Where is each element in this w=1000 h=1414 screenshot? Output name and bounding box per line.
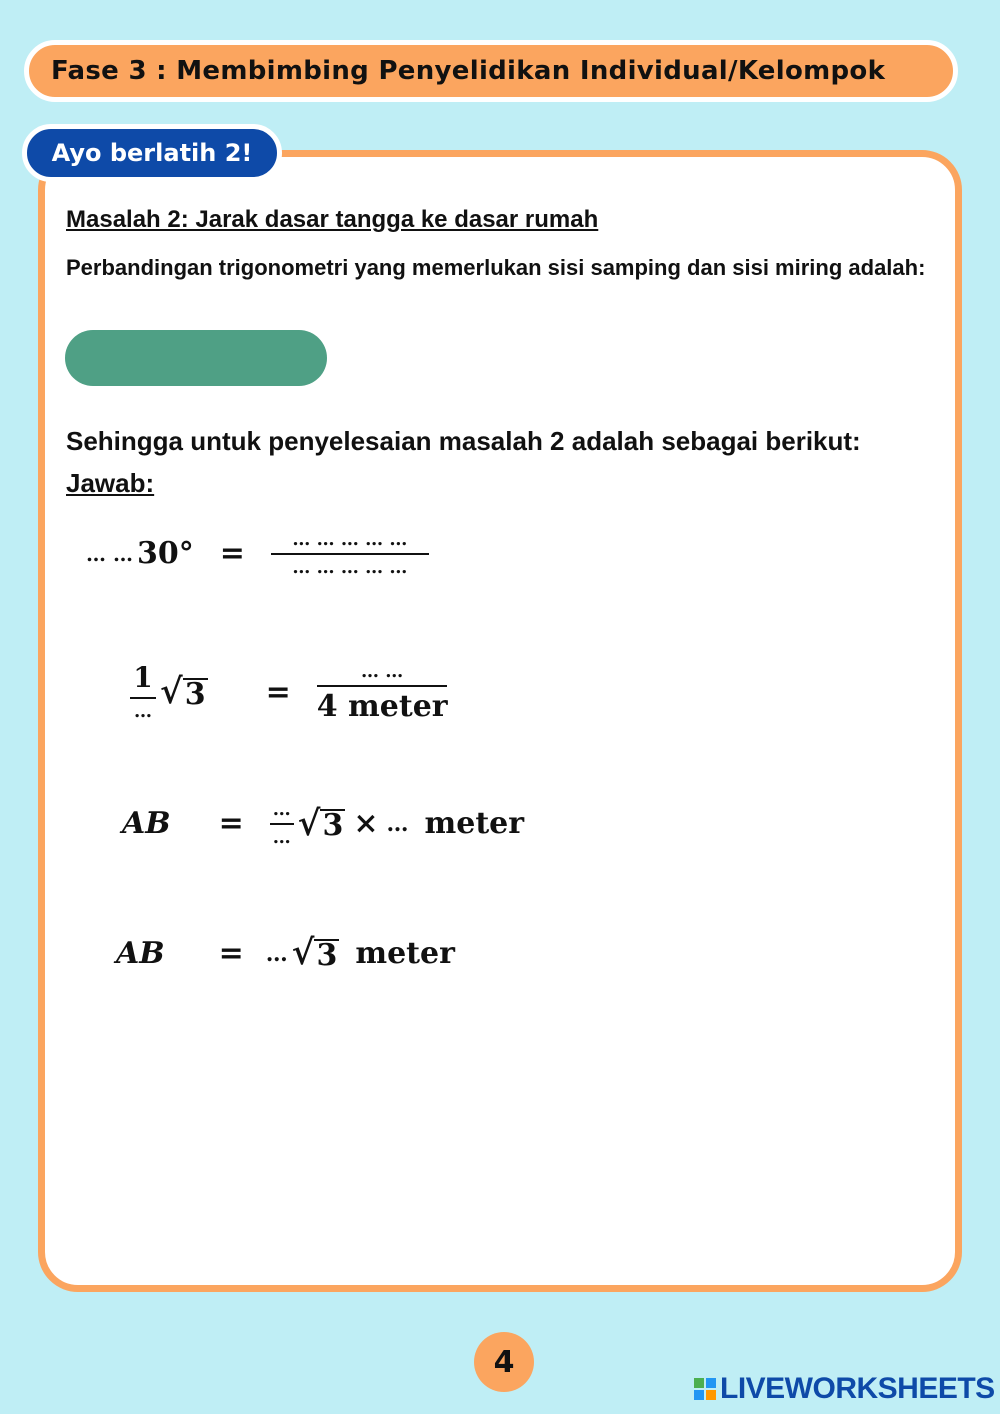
- exercise-tag: [22, 124, 282, 182]
- page-number-label: 4: [493, 1344, 515, 1380]
- eq2-sqrt: √ 3: [160, 672, 206, 713]
- phase-banner: [24, 40, 958, 102]
- eq3-radicand: 3: [322, 808, 344, 844]
- eq1-equals: =: [219, 536, 245, 572]
- eq4-lhs: AB: [116, 936, 165, 971]
- eq3-fraction-bar: [270, 823, 294, 825]
- page-number: [474, 1332, 534, 1392]
- eq2-coeff-bar: [130, 697, 156, 699]
- eq1-blank: … …: [86, 541, 133, 566]
- equation-1: [86, 530, 429, 578]
- problem-title: Masalah 2: Jarak dasar tangga ke dasar rumah: [66, 206, 599, 233]
- problem-question: Perbandingan trigonometri yang memerlukan sisi samping dan sisi miring adalah:: [66, 255, 926, 280]
- eq4-blank: …: [265, 940, 288, 967]
- eq3-equals: =: [218, 806, 244, 842]
- eq2-fraction: [317, 662, 448, 723]
- eq1-fraction-bar: [271, 553, 429, 555]
- eq4-radicand: 3: [316, 937, 338, 973]
- eq2-fraction-bar: [317, 685, 447, 687]
- eq3-numerator: …: [272, 799, 291, 820]
- eq3-unit: meter: [424, 806, 525, 842]
- eq3-fraction: [270, 800, 294, 848]
- eq3-denominator: …: [272, 826, 291, 848]
- eq1-numerator: … … … … …: [292, 529, 408, 550]
- eq2-equals: =: [265, 674, 291, 710]
- equation-3: [122, 800, 524, 848]
- eq4-unit: meter: [355, 936, 455, 971]
- liveworksheets-logo: [694, 1372, 995, 1406]
- phase-title: Fase 3 : Membimbing Penyelidikan Individual/Kelompok: [51, 56, 886, 86]
- equation-4: [116, 933, 455, 974]
- eq2-coeff-numerator: 1: [133, 661, 153, 695]
- eq3-blank: …: [386, 810, 409, 837]
- eq2-numerator: … …: [361, 661, 404, 682]
- eq1-fraction: [271, 530, 429, 578]
- exercise-tag-label: Ayo berlatih 2!: [51, 139, 253, 167]
- eq1-angle: 30°: [136, 536, 194, 572]
- eq2-coeff-denominator: …: [134, 700, 152, 722]
- eq2-fraction-coeff: [130, 663, 156, 722]
- eq1-denominator: … … … … …: [292, 556, 408, 578]
- eq3-sqrt: √ 3: [297, 803, 344, 844]
- eq3-lhs: AB: [122, 806, 171, 842]
- eq2-radicand: 3: [184, 676, 206, 712]
- liveworksheets-brand: LIVEWORKSHEETS: [720, 1372, 995, 1405]
- liveworksheets-logo-icon: [694, 1378, 716, 1400]
- answer-label: Jawab:: [66, 468, 155, 498]
- equation-2: [130, 662, 448, 723]
- eq4-equals: =: [218, 936, 244, 971]
- answer-input-box[interactable]: [65, 330, 327, 386]
- eq2-denominator: 4 meter: [316, 688, 448, 724]
- eq3-times: ×: [353, 806, 379, 842]
- eq4-sqrt: √ 3: [291, 933, 338, 974]
- solution-intro: Sehingga untuk penyelesaian masalah 2 adalah sebagai berikut:: [66, 426, 861, 456]
